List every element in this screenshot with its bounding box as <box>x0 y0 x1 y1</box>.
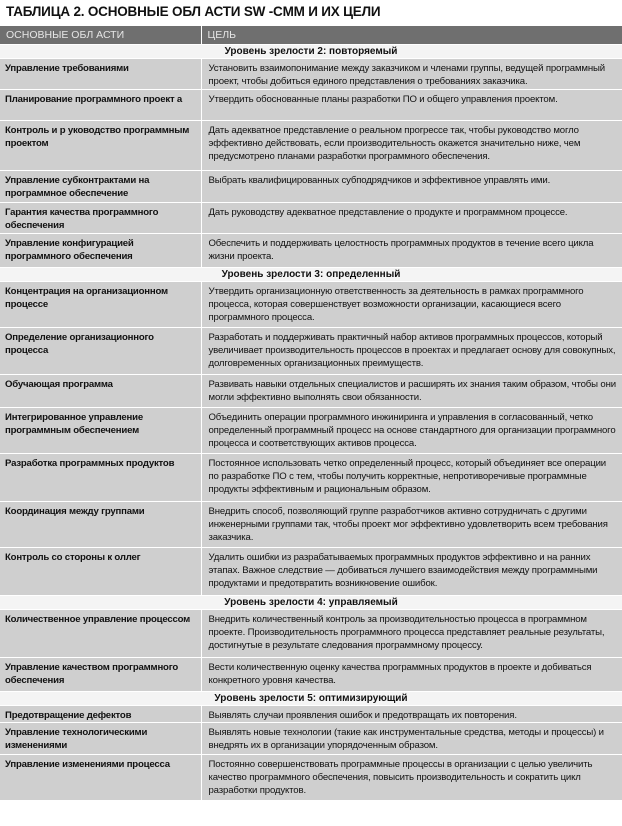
table-row <box>0 755 622 801</box>
area-cell: Управление качеством программного обеспечения <box>0 658 201 692</box>
area-cell: Обучающая программа <box>0 375 201 408</box>
level-label: Уровень зрелости 2: повторяемый <box>0 45 622 59</box>
goal-cell: Выявлять случаи проявления ошибок и предотвращать их повторения. <box>201 706 622 723</box>
level-label: Уровень зрелости 3: определенный <box>0 268 622 282</box>
kpa-table <box>0 26 622 800</box>
level-label: Уровень зрелости 5: оптимизирующий <box>0 692 622 706</box>
area-cell: Контроль со стороны к оллег <box>0 548 201 596</box>
area-cell: Управление технологическими изменениями <box>0 723 201 755</box>
header-area: ОСНОВНЫЕ ОБЛ АСТИ <box>0 26 201 45</box>
area-cell: Планирование программного проект а <box>0 90 201 121</box>
goal-cell: Установить взаимопонимание между заказчиком и членами группы, ведущей программный проект, чтобы добиться единого представления о требованиях заказчика. <box>201 59 622 90</box>
level-label: Уровень зрелости 4: управляемый <box>0 596 622 610</box>
goal-cell: Внедрить способ, позволяющий группе разработчиков активно сотрудничать с другими инженерными группами так, чтобы проект мог эффективно удовлетворить всем требования заказчика. <box>201 502 622 548</box>
goal-cell: Дать руководству адекватное представление о продукте и программном процессе. <box>201 203 622 234</box>
level-row <box>0 596 622 610</box>
table-row <box>0 171 622 203</box>
table-title: ТАБЛИЦА 2. ОСНОВНЫЕ ОБЛ АСТИ SW -CMM И ИХ ЦЕЛИ <box>6 4 381 19</box>
table-row <box>0 610 622 658</box>
table-row <box>0 59 622 90</box>
header-goal: ЦЕЛЬ <box>201 26 622 45</box>
table-row <box>0 121 622 171</box>
goal-cell: Дать адекватное представление о реальном прогрессе так, чтобы руководство могло эффективно действовать, если производительность окажется значительно ниже, чем предусмотрено планами разработки программного обеспечения. <box>201 121 622 171</box>
header-row <box>0 26 622 45</box>
goal-cell: Утвердить обоснованные планы разработки ПО и общего управления проектом. <box>201 90 622 121</box>
table-row <box>0 706 622 723</box>
area-cell: Определение организационного процесса <box>0 328 201 375</box>
table-row <box>0 658 622 692</box>
area-cell: Интегрированное управление программным обеспечением <box>0 408 201 454</box>
goal-cell: Вести количественную оценку качества программных продуктов в проекте и добиваться конкретного уровня качества. <box>201 658 622 692</box>
area-cell: Количественное управление процессом <box>0 610 201 658</box>
table-row <box>0 282 622 328</box>
table-row <box>0 454 622 502</box>
table-row <box>0 375 622 408</box>
goal-cell: Выявлять новые технологии (такие как инструментальные средства, методы и процессы) и внедрять их в организации упорядоченным образом. <box>201 723 622 755</box>
goal-cell: Утвердить организационную ответственность за деятельность в рамках программного процесса, которая совершенствует возможности организации, касающиеся всего программного процесса. <box>201 282 622 328</box>
table-row <box>0 203 622 234</box>
table-row <box>0 502 622 548</box>
area-cell: Управление субконтрактами на программное обеспечение <box>0 171 201 203</box>
table-row <box>0 234 622 268</box>
area-cell: Гарантия качества программного обеспечения <box>0 203 201 234</box>
area-cell: Координация между группами <box>0 502 201 548</box>
area-cell: Контроль и р уководство программным проектом <box>0 121 201 171</box>
area-cell: Разработка программных продуктов <box>0 454 201 502</box>
area-cell: Управление изменениями процесса <box>0 755 201 801</box>
level-row <box>0 268 622 282</box>
area-cell: Управление конфигурацией программного обеспечения <box>0 234 201 268</box>
goal-cell: Постоянно совершенствовать программные процессы в организации с целью увеличить качество программного обеспечения, повысить производительность и сократить цикл разработки продуктов. <box>201 755 622 801</box>
goal-cell: Разработать и поддерживать практичный набор активов программных процессов, который увеличивает производительность процессов в проектах и предлагает основу для совокупных, долговременных организационных преимуществ. <box>201 328 622 375</box>
table-row <box>0 408 622 454</box>
goal-cell: Внедрить количественный контроль за производительностью процесса в программном проекте. Производительность программного процесса представляет реальные результаты, достигнутые в результате следования программному процессу. <box>201 610 622 658</box>
table-row <box>0 723 622 755</box>
area-cell: Концентрация на организационном процессе <box>0 282 201 328</box>
table-row <box>0 548 622 596</box>
area-cell: Предотвращение дефектов <box>0 706 201 723</box>
table-row <box>0 328 622 375</box>
goal-cell: Удалить ошибки из разрабатываемых программных продуктов эффективно и на ранних этапах. Важное следствие — добиваться лучшего взаимодействия между программными продуктами и предотвратить возникновение ошибок. <box>201 548 622 596</box>
goal-cell: Обеспечить и поддерживать целостность программных продуктов в течение всего цикла жизни проекта. <box>201 234 622 268</box>
goal-cell: Постоянное использовать четко определенный процесс, который объединяет все операции по разработке ПО с тем, чтобы получить корректные, непротиворечивые программные продукты эффективным и рациональным образом. <box>201 454 622 502</box>
goal-cell: Объединить операции программного инжиниринга и управления в согласованный, четко определенный программный процесс на основе стандартного для организации программного процесса и соответствующих активов процесса. <box>201 408 622 454</box>
goal-cell: Выбрать квалифицированных субподрядчиков и эффективное управлять ими. <box>201 171 622 203</box>
table-row <box>0 90 622 121</box>
level-row <box>0 692 622 706</box>
level-row <box>0 45 622 59</box>
goal-cell: Развивать навыки отдельных специалистов и расширять их знания таким образом, чтобы они могли эффективно выполнять свои обязанности. <box>201 375 622 408</box>
area-cell: Управление требованиями <box>0 59 201 90</box>
